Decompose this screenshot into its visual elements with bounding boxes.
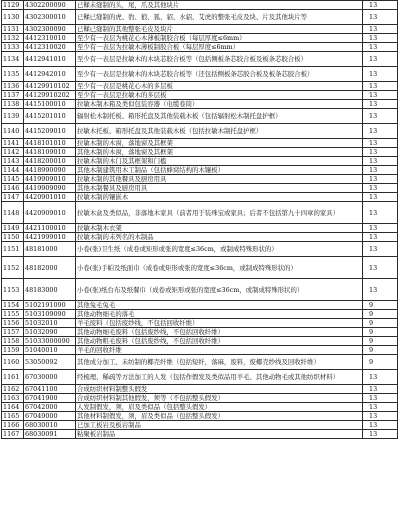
rate-cell: 13: [363, 52, 398, 67]
rate-cell: 13: [363, 257, 398, 279]
hs-code-cell: 67041900: [24, 394, 76, 403]
description-cell: 羊毛的回收纤维: [76, 346, 363, 355]
row-index-cell: 1139: [2, 109, 24, 124]
hs-code-cell: 4415209010: [24, 124, 76, 139]
hs-code-cell: 4421100010: [24, 224, 76, 233]
rate-cell: 13: [363, 412, 398, 421]
description-cell: 拉敏木盒及类似品，非落地木家具（前者用于装珠宝或家具；后者不包括第九十四章的家具）: [76, 202, 363, 224]
hs-code-cell: 51032090: [24, 328, 76, 337]
hs-code-cell: 67030000: [24, 370, 76, 385]
row-index-cell: 1158: [2, 337, 24, 346]
description-cell: 拉敏木制的未列名的木制品: [76, 233, 363, 242]
rate-cell: 13: [363, 242, 398, 257]
description-cell: 拉敏木制的镶嵌木: [76, 193, 363, 202]
table-row: [2, 385, 398, 394]
table-row: [2, 124, 398, 139]
table-row: [2, 337, 398, 346]
rate-cell: 13: [363, 233, 398, 242]
hs-code-cell: 4415201010: [24, 109, 76, 124]
description-cell: 已加工板岩及板岩制品: [76, 421, 363, 430]
table-row: [2, 224, 398, 233]
table-row: [2, 157, 398, 166]
description-cell: 至少有一表层是拉敏木的木块芯胶合板等（包括侧板条芯胶合板及板条芯胶合板）: [76, 52, 363, 67]
description-cell: 羊毛废料（包括废纱线，不包括回收纤维）: [76, 319, 363, 328]
table-row: [2, 52, 398, 67]
hs-code-cell: 4419909010: [24, 175, 76, 184]
hs-code-cell: 48181000: [24, 242, 76, 257]
description-cell: 其他动物细毛废料（包括废纱线，不包括回收纤维）: [76, 328, 363, 337]
description-cell: 人发制假发，须，眉及类似品（包括整头假发）: [76, 403, 363, 412]
hs-code-cell: 4412310010: [24, 34, 76, 43]
description-cell: 其他动物细毛的落毛: [76, 310, 363, 319]
row-index-cell: 1146: [2, 184, 24, 193]
hs-code-cell: 51033000090: [24, 337, 76, 346]
description-cell: 其他成分加工、未纺制的椰壳纤维（包括短纤，落麻，废料，废椰壳纱线及回收纤维）: [76, 355, 363, 370]
table-row: [2, 355, 398, 370]
table-row: [2, 421, 398, 430]
rate-cell: 13: [363, 184, 398, 193]
table-row: [2, 91, 398, 100]
row-index-cell: 1145: [2, 175, 24, 184]
hs-code-cell: 4412942010: [24, 67, 76, 82]
table-row: [2, 139, 398, 148]
hs-code-cell: 5102191090: [24, 301, 76, 310]
hs-code-cell: 4418990090: [24, 166, 76, 175]
table-row: [2, 67, 398, 82]
hs-code-cell: 48182000: [24, 257, 76, 279]
rate-cell: 13: [363, 421, 398, 430]
table-row: [2, 10, 398, 25]
table-row: [2, 310, 398, 319]
description-cell: 小卷(张)卫生纸（成卷或矩形或张的宽度≤36cm，或制成特殊形状的）: [76, 242, 363, 257]
hs-code-cell: 67042000: [24, 403, 76, 412]
description-cell: 其他动物粗毛废料（包括废纱线，不包括回收纤维）: [76, 337, 363, 346]
hs-code-cell: 4420909010: [24, 202, 76, 224]
rate-cell: 13: [363, 166, 398, 175]
row-index-cell: 1157: [2, 328, 24, 337]
row-index-cell: 1159: [2, 346, 24, 355]
rate-cell: 13: [363, 394, 398, 403]
row-index-cell: 1136: [2, 82, 24, 91]
description-cell: 已鞣已缝制的虎、豹、狼、狐、貂、水貂、艾虎的整张毛皮及块、片及其他块片等: [76, 10, 363, 25]
hs-code-cell: 4419909090: [24, 184, 76, 193]
hs-code-cell: 4418200010: [24, 157, 76, 166]
description-cell: 拉敏木制的木窗，落地窗及其框架: [76, 139, 363, 148]
row-index-cell: 1135: [2, 67, 24, 82]
row-index-cell: 1144: [2, 166, 24, 175]
description-cell: 已鞣未缝制的头，尾，爪及其他块片: [76, 1, 363, 10]
rate-cell: 13: [363, 385, 398, 394]
hs-code-cell: 44129910102: [24, 82, 76, 91]
description-cell: 至少有一表层是拉敏木的木块芯胶合板等（还包括侧板条芯胶合板及板条芯胶合板）: [76, 67, 363, 82]
row-index-cell: 1130: [2, 10, 24, 25]
rate-cell: 9: [363, 319, 398, 328]
description-cell: 辐射松木制托板、箱形托盘及其他装载木板（包括辐射松木制托盘护框）: [76, 109, 363, 124]
table-row: [2, 301, 398, 310]
hs-code-cell: 4412310020: [24, 43, 76, 52]
description-cell: 已鞣已缝制的其他整张毛皮及块片: [76, 25, 363, 34]
row-index-cell: 1152: [2, 257, 24, 279]
description-cell: 拉敏木制木衣架: [76, 224, 363, 233]
row-index-cell: 1153: [2, 279, 24, 301]
row-index-cell: 1165: [2, 412, 24, 421]
rate-cell: 9: [363, 310, 398, 319]
row-index-cell: 1151: [2, 242, 24, 257]
rate-cell: 13: [363, 100, 398, 109]
rate-cell: 13: [363, 82, 398, 91]
rate-cell: 9: [363, 328, 398, 337]
table-row: [2, 233, 398, 242]
table-row: [2, 370, 398, 385]
row-index-cell: 1155: [2, 310, 24, 319]
hs-code-cell: 4415100010: [24, 100, 76, 109]
hs-code-cell: 51032010: [24, 319, 76, 328]
description-cell: 拉敏木托板、箱形托盘及其他装载木板（包括拉敏木制托盘护框）: [76, 124, 363, 139]
table-row: [2, 430, 398, 439]
hs-code-cell: 4302200090: [24, 1, 76, 10]
row-index-cell: 1133: [2, 43, 24, 52]
table-row: [2, 193, 398, 202]
description-cell: 至少有一表层为拉敏木薄板制胶合板（每层厚度≤6mm）: [76, 43, 363, 52]
rate-cell: 13: [363, 34, 398, 43]
description-cell: 其他材料制假发，须，眉及类似品（包括整头假发）: [76, 412, 363, 421]
hs-code-cell: 48183000: [24, 279, 76, 301]
hs-code-cell: 4418109010: [24, 148, 76, 157]
table-row: [2, 346, 398, 355]
description-cell: 至少有一表层为桃花心木薄板制胶合板（每层厚度≤6mm）: [76, 34, 363, 43]
row-index-cell: 1141: [2, 139, 24, 148]
table-row: [2, 175, 398, 184]
description-cell: 小卷(张)手帕及纸面巾（成卷或矩形或张的宽度≤36cm，或制成特殊形状的）: [76, 257, 363, 279]
row-index-cell: 1150: [2, 233, 24, 242]
hs-code-cell: 4412941010: [24, 52, 76, 67]
rate-cell: 13: [363, 175, 398, 184]
description-cell: 合成纺织材料制整头假发: [76, 385, 363, 394]
row-index-cell: 1132: [2, 34, 24, 43]
row-index-cell: 1131: [2, 25, 24, 34]
hs-code-cell: 5103109090: [24, 310, 76, 319]
table-row: [2, 394, 398, 403]
table-row: [2, 257, 398, 279]
hs-code-cell: 68030091: [24, 430, 76, 439]
row-index-cell: 1166: [2, 421, 24, 430]
description-cell: 拉敏木制的其他餐具及厨房用具: [76, 175, 363, 184]
table-row: [2, 279, 398, 301]
table-row: [2, 25, 398, 34]
rate-cell: 13: [363, 91, 398, 100]
rate-cell: 13: [363, 139, 398, 148]
rate-cell: 13: [363, 25, 398, 34]
row-index-cell: 1147: [2, 193, 24, 202]
rate-cell: 13: [363, 157, 398, 166]
table-row: [2, 412, 398, 421]
description-cell: 其他木制建筑用木工制品（包括蜂窝结构的木镶板）: [76, 166, 363, 175]
row-index-cell: 1163: [2, 394, 24, 403]
row-index-cell: 1138: [2, 100, 24, 109]
rate-cell: 13: [363, 430, 398, 439]
rate-cell: 13: [363, 224, 398, 233]
rate-cell: 13: [363, 109, 398, 124]
rate-cell: 13: [363, 202, 398, 224]
row-index-cell: 1161: [2, 370, 24, 385]
table-row: [2, 184, 398, 193]
description-cell: 拉敏木制的木门及其框架和门槛: [76, 157, 363, 166]
hs-code-cell: 51040010: [24, 346, 76, 355]
tariff-table-body: [2, 1, 398, 439]
rate-cell: 13: [363, 193, 398, 202]
row-index-cell: 1149: [2, 224, 24, 233]
rate-cell: 13: [363, 67, 398, 82]
rate-cell: 13: [363, 279, 398, 301]
row-index-cell: 1134: [2, 52, 24, 67]
table-row: [2, 82, 398, 91]
description-cell: 至少有一表层是桃花心木的多层板: [76, 82, 363, 91]
table-row: [2, 1, 398, 10]
table-row: [2, 328, 398, 337]
description-cell: 其他木制的木窗，落地窗及其框架: [76, 148, 363, 157]
table-row: [2, 166, 398, 175]
rate-cell: 9: [363, 337, 398, 346]
row-index-cell: 1143: [2, 157, 24, 166]
description-cell: 合成纺织材料制其他假发，须等（不包括整头假发）: [76, 394, 363, 403]
hs-code-cell: 4302300010: [24, 10, 76, 25]
rate-cell: 13: [363, 370, 398, 385]
description-cell: 粘聚板岩制品: [76, 430, 363, 439]
rate-cell: 13: [363, 1, 398, 10]
hs-code-cell: 4302300090: [24, 25, 76, 34]
rate-cell: 13: [363, 148, 398, 157]
table-row: [2, 43, 398, 52]
table-row: [2, 319, 398, 328]
description-cell: 至少有一表层是拉敏木的多层板: [76, 91, 363, 100]
rate-cell: 9: [363, 346, 398, 355]
rate-cell: 13: [363, 124, 398, 139]
hs-code-cell: 68030010: [24, 421, 76, 430]
row-index-cell: 1156: [2, 319, 24, 328]
rate-cell: 9: [363, 301, 398, 310]
rate-cell: 13: [363, 403, 398, 412]
row-index-cell: 1160: [2, 355, 24, 370]
row-index-cell: 1162: [2, 385, 24, 394]
description-cell: 其他木制餐具及厨房用具: [76, 184, 363, 193]
row-index-cell: 1140: [2, 124, 24, 139]
rate-cell: 9: [363, 355, 398, 370]
hs-code-cell: 67041100: [24, 385, 76, 394]
hs-code-cell: 4418101010: [24, 139, 76, 148]
description-cell: 其他兔毛兔毛: [76, 301, 363, 310]
tariff-table: [1, 0, 398, 439]
hs-code-cell: 53050092: [24, 355, 76, 370]
rate-cell: 13: [363, 43, 398, 52]
row-index-cell: 1137: [2, 91, 24, 100]
table-row: [2, 100, 398, 109]
table-row: [2, 202, 398, 224]
row-index-cell: 1154: [2, 301, 24, 310]
description-cell: 小卷(张)纸台布及纸餐巾（成卷或矩形或张的宽度≤36cm，或制成特殊形状的）: [76, 279, 363, 301]
description-cell: 经梳理、稀疏等方法加工的人发（包括作假发及类似品用羊毛、其他动物毛或其他纺织材料）: [76, 370, 363, 385]
row-index-cell: 1148: [2, 202, 24, 224]
hs-code-cell: 4421999010: [24, 233, 76, 242]
table-row: [2, 109, 398, 124]
row-index-cell: 1142: [2, 148, 24, 157]
rate-cell: 13: [363, 10, 398, 25]
hs-code-cell: 44129910202: [24, 91, 76, 100]
table-row: [2, 34, 398, 43]
hs-code-cell: 67049000: [24, 412, 76, 421]
row-index-cell: 1167: [2, 430, 24, 439]
table-row: [2, 148, 398, 157]
description-cell: 拉敏木制木箱及类似包装容器（电缆卷筒）: [76, 100, 363, 109]
table-row: [2, 403, 398, 412]
table-row: [2, 242, 398, 257]
hs-code-cell: 4420901010: [24, 193, 76, 202]
row-index-cell: 1129: [2, 1, 24, 10]
row-index-cell: 1164: [2, 403, 24, 412]
